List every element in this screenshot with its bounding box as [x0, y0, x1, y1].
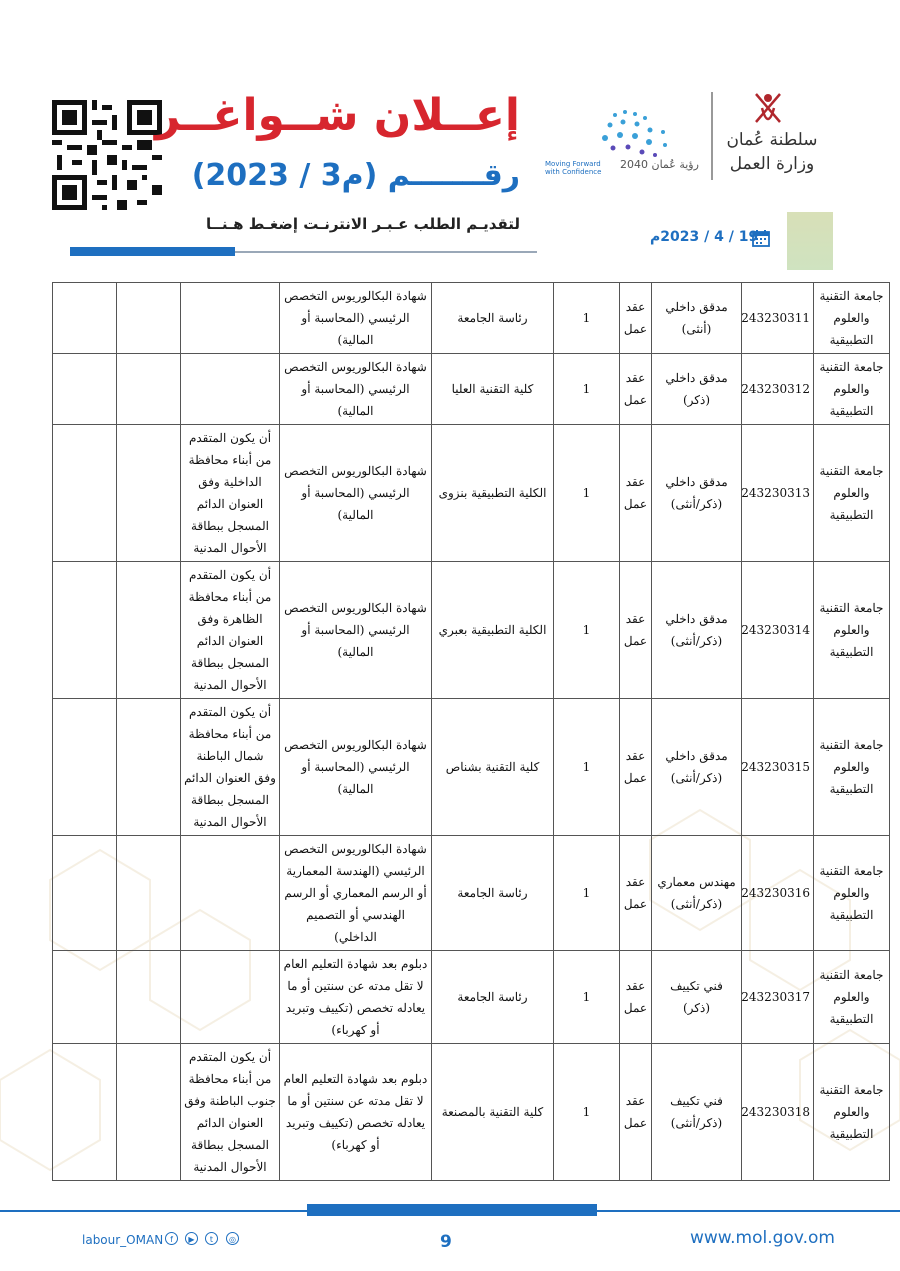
cell-condition: أن يكون المتقدم من أبناء محافظة جنوب الباطنة وفق العنوان الدائم المسجل ببطاقة الأحوال المدنية — [181, 1044, 280, 1181]
apply-underline — [235, 251, 537, 253]
apply-underline-accent — [70, 247, 235, 256]
cell-extra-2 — [53, 354, 117, 425]
cell-job-title: مدقق داخلي (ذكر/أنثى) — [652, 699, 742, 836]
cell-job-title: فني تكييف (ذكر) — [652, 951, 742, 1044]
cell-vacancy-count: 1 — [554, 354, 620, 425]
cell-extra-1 — [117, 836, 181, 951]
cell-employer: جامعة التقنية والعلوم التطبيقية — [814, 836, 890, 951]
cell-vacancy-count: 1 — [554, 283, 620, 354]
cell-qualification: شهادة البكالوريوس التخصص الرئيسي (المحاسبة أو المالية) — [280, 283, 432, 354]
cell-contract-type: عقد عمل — [620, 1044, 652, 1181]
cell-job-code: 243230315 — [742, 699, 814, 836]
vision-caption: Moving Forward with Confidence — [545, 160, 602, 176]
cell-extra-2 — [53, 562, 117, 699]
qr-code-icon[interactable] — [52, 100, 162, 210]
cell-vacancy-count: 1 — [554, 951, 620, 1044]
cell-work-location: كلية التقنية بشناص — [432, 699, 554, 836]
cell-contract-type: عقد عمل — [620, 425, 652, 562]
cell-extra-1 — [117, 699, 181, 836]
cell-vacancy-count: 1 — [554, 562, 620, 699]
cell-condition — [181, 951, 280, 1044]
cell-employer: جامعة التقنية والعلوم التطبيقية — [814, 1044, 890, 1181]
cell-employer: جامعة التقنية والعلوم التطبيقية — [814, 699, 890, 836]
cell-employer: جامعة التقنية والعلوم التطبيقية — [814, 425, 890, 562]
cell-condition: أن يكون المتقدم من أبناء محافظة شمال الباطنة وفق العنوان الدائم المسجل ببطاقة الأحوال المدنية — [181, 699, 280, 836]
cell-job-title: مدقق داخلي (ذكر) — [652, 354, 742, 425]
vacancies-table — [52, 282, 890, 1181]
cell-contract-type: عقد عمل — [620, 562, 652, 699]
cell-qualification: شهادة البكالوريوس التخصص الرئيسي (المحاسبة أو المالية) — [280, 562, 432, 699]
cell-contract-type: عقد عمل — [620, 951, 652, 1044]
page-number: 9 — [440, 1232, 452, 1252]
cell-qualification: شهادة البكالوريوس التخصص الرئيسي (المحاسبة أو المالية) — [280, 699, 432, 836]
announcement-title: إعــلان شــواغــر — [154, 90, 520, 141]
cell-extra-1 — [117, 1044, 181, 1181]
cell-contract-type: عقد عمل — [620, 283, 652, 354]
cell-work-location: رئاسة الجامعة — [432, 283, 554, 354]
cell-extra-2 — [53, 836, 117, 951]
cell-extra-2 — [53, 699, 117, 836]
header-divider — [711, 92, 713, 180]
cell-extra-2 — [53, 951, 117, 1044]
cell-condition — [181, 354, 280, 425]
ministry-name-line1: سلطنة عُمان — [726, 130, 818, 150]
cell-qualification: دبلوم بعد شهادة التعليم العام لا تقل مدته عن سنتين أو ما يعادله تخصص (تكييف وتبريد أو كهرباء) — [280, 1044, 432, 1181]
cell-employer: جامعة التقنية والعلوم التطبيقية — [814, 951, 890, 1044]
cell-vacancy-count: 1 — [554, 699, 620, 836]
cell-vacancy-count: 1 — [554, 1044, 620, 1181]
cell-vacancy-count: 1 — [554, 425, 620, 562]
cell-job-title: مدقق داخلي (ذكر/أنثى) — [652, 425, 742, 562]
cell-extra-2 — [53, 283, 117, 354]
cell-condition: أن يكون المتقدم من أبناء محافظة الداخلية وفق العنوان الدائم المسجل ببطاقة الأحوال المدنية — [181, 425, 280, 562]
table-row — [53, 836, 890, 951]
ministry-name-line2: وزارة العمل — [729, 154, 815, 174]
cell-extra-1 — [117, 562, 181, 699]
cell-vacancy-count: 1 — [554, 836, 620, 951]
cell-employer: جامعة التقنية والعلوم التطبيقية — [814, 283, 890, 354]
cell-qualification: شهادة البكالوريوس التخصص الرئيسي (المحاسبة أو المالية) — [280, 425, 432, 562]
cell-job-code: 243230316 — [742, 836, 814, 951]
vision-2040-text: رؤية عُمان 2040 — [620, 158, 699, 171]
cell-work-location: الكلية التطبيقية بعبري — [432, 562, 554, 699]
cell-employer: جامعة التقنية والعلوم التطبيقية — [814, 354, 890, 425]
table-row — [53, 699, 890, 836]
cell-contract-type: عقد عمل — [620, 699, 652, 836]
cell-qualification: شهادة البكالوريوس التخصص الرئيسي (الهندسة المعمارية أو الرسم المعماري أو الرسم الهندسي أو التصميم الداخلي) — [280, 836, 432, 951]
cell-employer: جامعة التقنية والعلوم التطبيقية — [814, 562, 890, 699]
cell-job-code: 243230314 — [742, 562, 814, 699]
table-row — [53, 951, 890, 1044]
cell-job-title: مهندس معماري (ذكر/أنثى) — [652, 836, 742, 951]
table-row — [53, 283, 890, 354]
cell-job-code: 243230317 — [742, 951, 814, 1044]
cell-condition: أن يكون المتقدم من أبناء محافظة الظاهرة وفق العنوان الدائم المسجل ببطاقة الأحوال المدنية — [181, 562, 280, 699]
cell-job-code: 243230312 — [742, 354, 814, 425]
twitter-icon[interactable]: t — [205, 1232, 218, 1245]
website-link[interactable]: www.mol.gov.om — [690, 1228, 835, 1248]
cell-qualification: دبلوم بعد شهادة التعليم العام لا تقل مدته عن سنتين أو ما يعادله تخصص (تكييف وتبريد أو كهرباء) — [280, 951, 432, 1044]
cell-condition — [181, 283, 280, 354]
cell-job-code: 243230318 — [742, 1044, 814, 1181]
cell-job-title: مدقق داخلي (أنثى) — [652, 283, 742, 354]
table-row — [53, 425, 890, 562]
table-row — [53, 562, 890, 699]
ministry-name — [722, 128, 822, 176]
cell-extra-1 — [117, 283, 181, 354]
cell-extra-1 — [117, 951, 181, 1044]
announcement-number: رقـــــــم (م3 / 2023) — [191, 158, 520, 193]
cell-extra-1 — [117, 354, 181, 425]
apply-online-link[interactable]: لتقديـم الطلب عـبـر الانترنـت إضغـط هـنــا — [205, 215, 520, 233]
cell-job-code: 243230311 — [742, 283, 814, 354]
footer-accent-bar — [307, 1204, 597, 1216]
table-row — [53, 354, 890, 425]
facebook-icon[interactable]: f — [165, 1232, 178, 1245]
cell-job-title: فني تكييف (ذكر/أنثى) — [652, 1044, 742, 1181]
cell-job-title: مدقق داخلي (ذكر/أنثى) — [652, 562, 742, 699]
instagram-icon[interactable]: ◎ — [226, 1232, 239, 1245]
cell-contract-type: عقد عمل — [620, 836, 652, 951]
cell-extra-1 — [117, 425, 181, 562]
cell-condition — [181, 836, 280, 951]
ministry-emblem-icon — [748, 88, 788, 132]
cell-contract-type: عقد عمل — [620, 354, 652, 425]
cell-work-location: الكلية التطبيقية بنزوى — [432, 425, 554, 562]
announcement-date: 19 / 4 / 2023م — [650, 229, 759, 245]
cell-extra-2 — [53, 425, 117, 562]
social-handle[interactable]: labour_OMAN — [82, 1233, 164, 1247]
cell-work-location: رئاسة الجامعة — [432, 836, 554, 951]
cell-qualification: شهادة البكالوريوس التخصص الرئيسي (المحاسبة أو المالية) — [280, 354, 432, 425]
cell-job-code: 243230313 — [742, 425, 814, 562]
youtube-icon[interactable]: ▶ — [185, 1232, 198, 1245]
cell-extra-2 — [53, 1044, 117, 1181]
cell-work-location: كلية التقنية العليا — [432, 354, 554, 425]
cell-work-location: كلية التقنية بالمصنعة — [432, 1044, 554, 1181]
cell-work-location: رئاسة الجامعة — [432, 951, 554, 1044]
table-row — [53, 1044, 890, 1181]
